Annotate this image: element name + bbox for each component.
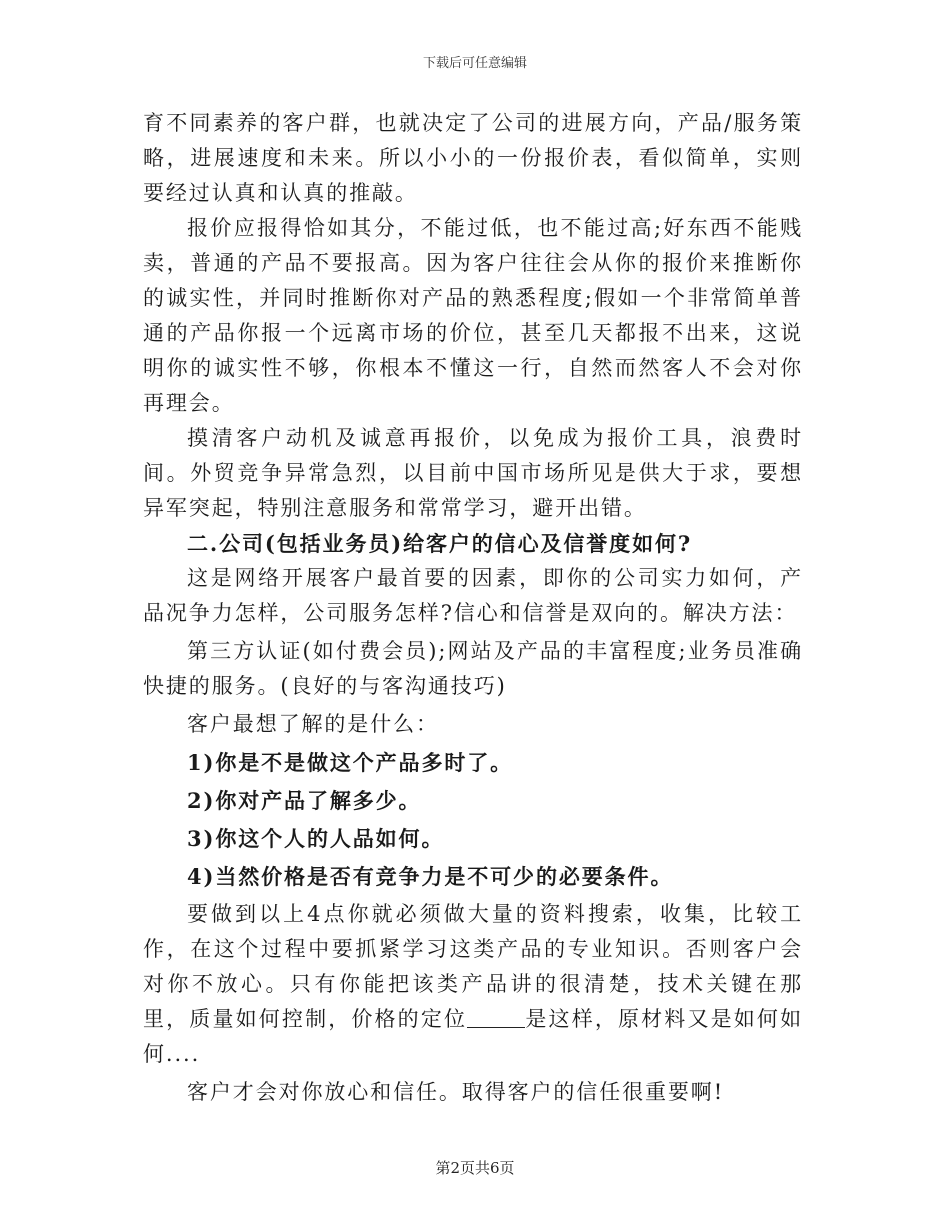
page-header: 下载后可任意编辑 xyxy=(422,56,527,71)
paragraph-solutions: 第三方认证(如付费会员);网站及产品的丰富程度;业务员准确快捷的服务。(良好的与客沟通技巧) xyxy=(143,639,803,698)
paragraph-continuation: 育不同素养的客户群，也就决定了公司的进展方向，产品/服务策略，进展速度和未来。所以小小的一份报价表，看似简单，实则要经过认真和认真的推敲。 xyxy=(143,111,803,205)
paragraph-research-tail: 是这样，原材料又是如何如何.... xyxy=(143,1007,803,1066)
paragraph-credibility: 这是网络开展客户最首要的因素，即你的公司实力如何，产品况争力怎样，公司服务怎样?信心和信誉是双向的。解决方法： xyxy=(143,566,803,625)
list-item-3: 3)你这个人的人品如何。 xyxy=(187,826,445,851)
document-body xyxy=(143,106,803,1110)
paragraph-trust: 客户才会对你放心和信任。取得客户的信任很重要啊! xyxy=(187,1080,725,1104)
paragraph-question: 客户最想了解的是什么： xyxy=(187,712,439,736)
paragraph-pricing: 报价应报得恰如其分，不能过低，也不能过高;好东西不能贱卖，普通的产品不要报高。因为客户往往会从你的报价来推断你的诚实性，并同时推断你对产品的熟悉程度;假如一个非常简单普通的产品你报一个远离市场的价位，甚至几天都报不出来，这说明你的诚实性不够，你根本不懂这一行，自然而然客人不会对你再理会。 xyxy=(143,216,803,415)
list-item-4: 4)当然价格是否有竞争力是不可少的必要条件。 xyxy=(187,864,674,889)
section-heading-2: 二.公司(包括业务员)给客户的信心及信誉度如何? xyxy=(187,531,693,556)
page-footer: 第2页共6页 xyxy=(435,1159,515,1177)
fill-in-blank xyxy=(467,1007,525,1028)
list-item-2: 2)你对产品了解多少。 xyxy=(187,788,422,813)
list-item-1: 1)你是不是做这个产品多时了。 xyxy=(187,750,514,775)
paragraph-motivation: 摸清客户动机及诚意再报价，以免成为报价工具，浪费时间。外贸竞争异常急烈，以目前中国市场所见是供大于求，要想异军突起，特别注意服务和常常学习，避开出错。 xyxy=(143,426,803,520)
paragraph-research-text: 要做到以上4点你就必须做大量的资料搜索，收集，比较工作，在这个过程中要抓紧学习这类产品的专业知识。否则客户会对你不放心。只有你能把该类产品讲的很清楚，技术关键在那里，质量如何控制，价格的定位 xyxy=(143,902,803,1031)
paragraph-research xyxy=(143,897,803,1072)
